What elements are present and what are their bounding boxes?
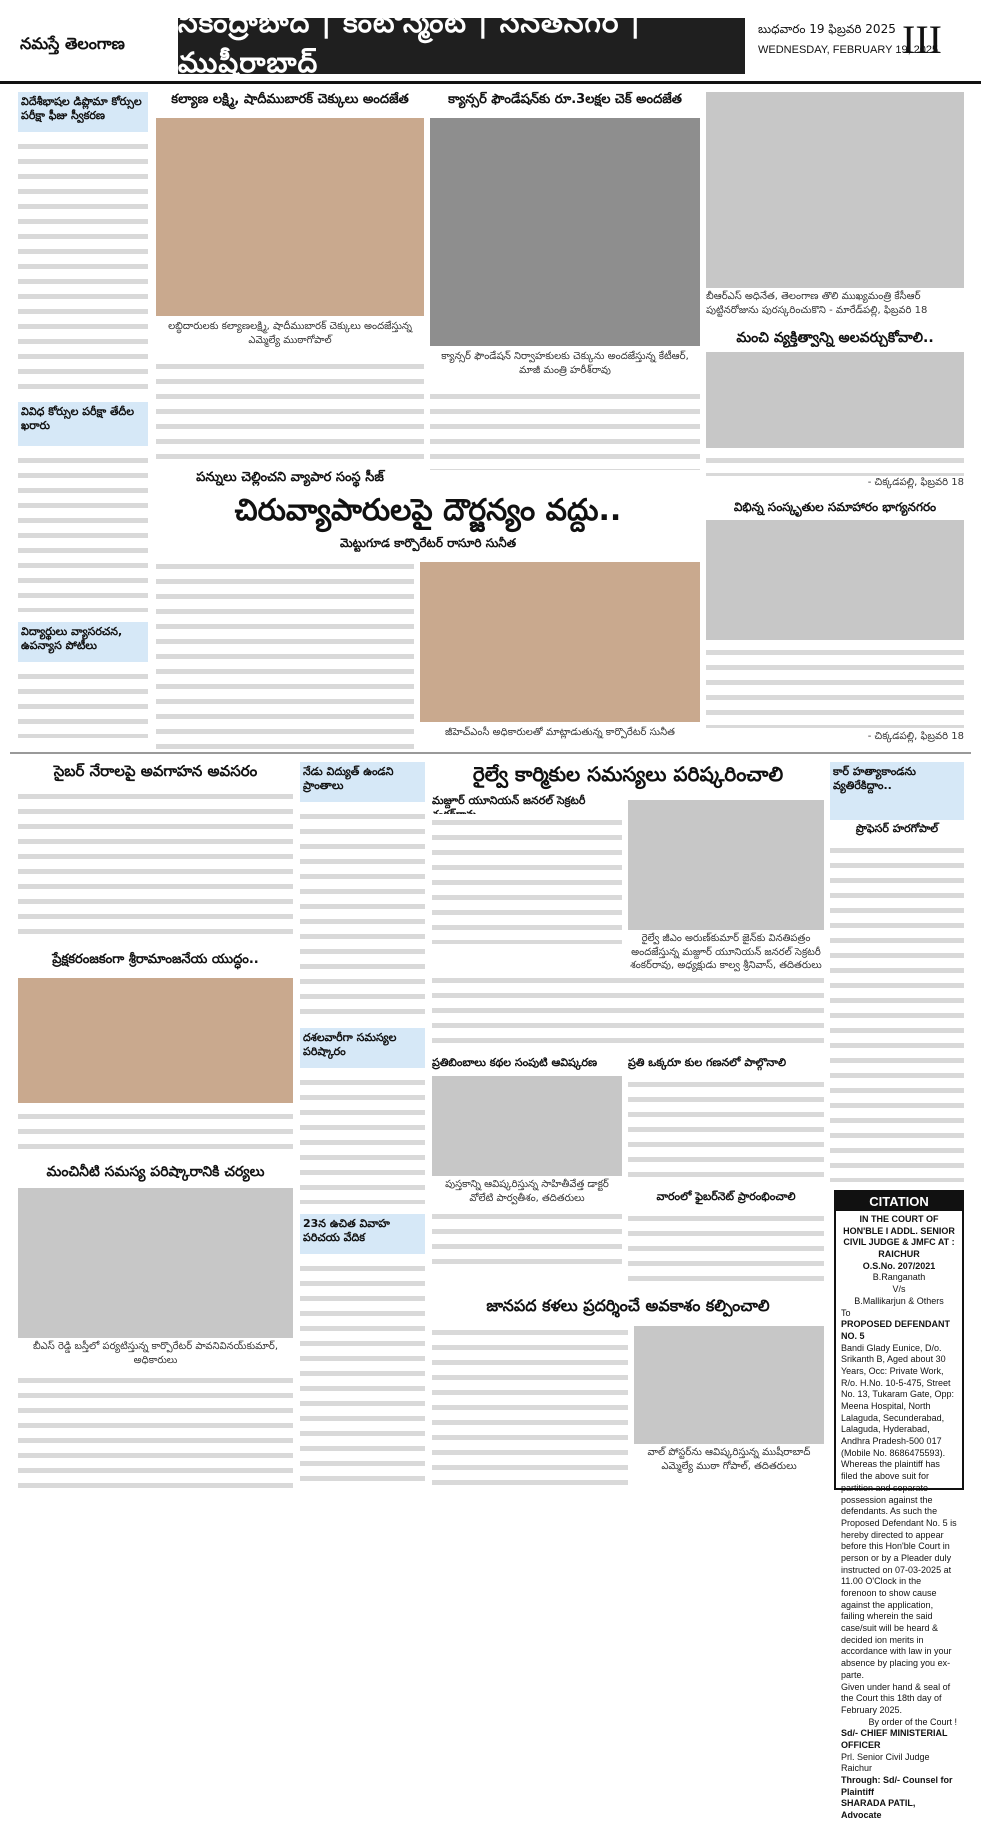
article-kar-massacre: [830, 762, 964, 1182]
article-body: [432, 972, 824, 1050]
article-railway-workers: [432, 762, 824, 1052]
article-matrimony: [300, 1214, 425, 1490]
article-drinking-water: [18, 1164, 293, 1490]
article-title: కల్యాణ లక్ష్మి, షాదీముబారక్ చెక్కులు అందజేత: [171, 92, 409, 107]
newspaper-brand: నమస్తే తెలంగాణ: [20, 34, 125, 53]
citation-through: Through: Sd/- Counsel for Plaintiff: [841, 1775, 953, 1797]
article-title: ప్రేక్షకరంజకంగా శ్రీరామాంజనేయ యుద్ధం..: [52, 952, 259, 967]
left-column: [18, 92, 148, 740]
article-title: వివిధ కోర్సుల పరీక్షా తేదీల ఖరారు: [18, 402, 148, 446]
article-caste-census: [628, 1056, 824, 1186]
article-pratibimbalu: [432, 1056, 622, 1276]
article-folk-arts: [432, 1296, 824, 1490]
article-subtitle: మజ్దూర్ యూనియన్ జనరల్ సెక్రటరీ: [432, 794, 586, 807]
article-kcr-birthday: [706, 92, 964, 324]
page-number: III: [902, 17, 942, 62]
article-photo: [420, 562, 700, 722]
article-sriramanjaneya: [18, 952, 293, 1157]
article-cancer-foundation: [430, 92, 700, 472]
article-title: దశలవారీగా సమస్యల పరిష్కారం: [300, 1028, 425, 1068]
article-title: 23న ఉచిత వివాహ పరిచయ వేదిక: [300, 1214, 425, 1254]
citation-defendants: B.Mallikarjun & Others: [854, 1295, 944, 1306]
article-body: [300, 808, 425, 1018]
article-photo: [706, 92, 964, 288]
article-title: సైబర్ నేరాలపై అవగాహన అవసరం: [53, 762, 258, 780]
citation-body: [836, 1211, 962, 1825]
article-body: [432, 814, 622, 944]
article-body: [430, 388, 700, 470]
citation-court: IN THE COURT OF HON'BLE I ADDL. SENIOR CIVIL JUDGE & JMFC AT : RAICHUR: [843, 1214, 955, 1260]
article-subtitle: ప్రొఫెసర్ హరగోపాల్: [855, 822, 939, 835]
article-body: [706, 644, 964, 728]
article-power-cuts: [300, 762, 425, 1022]
article-kalyana-lakshmi: [156, 92, 424, 464]
masthead: [0, 0, 981, 84]
article-body: [628, 1076, 824, 1184]
photo-caption: రైల్వే జీఎం అరుణ్‌కుమార్ జైన్‌కు వినతిపత్రం అందజేస్తున్న మజ్దూర్ యూనియన్ జనరల్ సెక్రటరీ శంకర్‌రావు, అధ్యక్షుడు కాల్వ శ్రీనివాస్, తదితరులు: [630, 933, 822, 971]
article-title: క్యాన్సర్ ఫౌండేషన్‌కు రూ.3లక్షల చెక్ అందజేత: [448, 92, 682, 107]
citation-vs: V/s: [892, 1284, 906, 1295]
article-photo: [18, 1188, 293, 1338]
article-title: ప్రతి ఒక్కరూ కుల గణనలో పాల్గొనాలి: [628, 1056, 787, 1069]
photo-caption: పుస్తకాన్ని ఆవిష్కరిస్తున్న సాహితీవేత్త డాక్టర్ వోలేటి పార్వతీశం, తదితరులు: [445, 1179, 609, 1204]
article-title: రైల్వే కార్మికుల సమస్యలు పరిష్కరించాలి: [472, 762, 784, 786]
article-title: మంచినీటి సమస్య పరిష్కారానికి చర్యలు: [46, 1164, 265, 1180]
article-body: [830, 842, 964, 1182]
article-good-personality: [706, 330, 964, 492]
citation-officer-court: Prl. Senior Civil Judge Raichur: [841, 1751, 930, 1774]
article-title: మంచి వ్యక్తిత్వాన్ని అలవర్చుకోవాలి..: [736, 330, 934, 346]
citation-notice: Whereas the plaintiff has filed the above suit for partition and separate possession against the defendants. As such the Proposed Defendant No. 5 is hereby directed to appear before this Hon'ble Court in person or by a Pleader duly instructed on 07-03-2025 at 11.00 O'Clock in the forenoon to show cause against the application, failing wherein the said case/suit will be heard & decided ion merits in accordance with law in your absence by placing you ex-parte.: [841, 1459, 957, 1680]
article-tax-seize: [156, 470, 424, 488]
article-photo: [706, 520, 964, 640]
article-body: [18, 788, 293, 944]
article-photo: [18, 978, 293, 1103]
photo-caption: క్యాన్సర్ ఫౌండేషన్ నిర్వాహకులకు చెక్కును అందజేస్తున్న కేటీఆర్, మాజీ మంత్రి హరీశ్‌రావు: [441, 351, 689, 376]
article-signoff: - చిక్కడపల్లి, ఫిబ్రవరి 18: [867, 477, 964, 488]
article-body: [156, 358, 424, 462]
article-photo: [706, 352, 964, 448]
article-body: [156, 558, 414, 750]
article-title: చిరువ్యాపారులపై దౌర్జన్యం వద్దు..: [234, 493, 622, 528]
citation-defendant-details: Bandi Glady Eunice, D/o. Srikanth B, Aged about 30 Years, Occ: Private Work, R/o. H.No. 10-5-475, Street No. 13, Tukaram Gate, Opp: Meena Hospital, North Lalaguda, Secunderabad, Lalaguda, Hyderabad, Andhra Pradesh-500 017 (Mobile No. 8686475593).: [841, 1342, 955, 1458]
article-body: [628, 1210, 824, 1288]
article-photo: [432, 1076, 622, 1176]
date-telugu: బుధవారం 19 ఫిబ్రవరి 2025: [758, 22, 896, 36]
section-divider: [10, 752, 971, 754]
article-title: వారంలో ఫైబర్‌నెట్ ప్రారంభించాలి: [656, 1190, 796, 1203]
article-title: కార్ హత్యాకాండను వ్యతిరేకిద్దాం..: [830, 762, 964, 820]
article-phased-solutions: [300, 1028, 425, 1208]
edition-banner: సికింద్రాబాద్ | కంటోన్మెంట్ | సనత్‌నగర్ | ముషీరాబాద్: [178, 18, 745, 74]
article-body: [706, 452, 964, 476]
article-signoff: - చిక్కడపల్లి, ఫిబ్రవరి 18: [867, 731, 964, 742]
article-cyber-crime: [18, 762, 293, 947]
article-body: [18, 1372, 293, 1488]
article-body: [18, 668, 148, 738]
article-body: [432, 1324, 628, 1488]
photo-caption: లబ్ధిదారులకు కల్యాణలక్ష్మి, షాదీముబారక్ చెక్కులు అందజేస్తున్న ఎమ్మెల్యే ముఠాగోపాల్: [168, 321, 412, 346]
article-body: [300, 1260, 425, 1488]
article-body: [18, 452, 148, 612]
article-title: జానపద కళలు ప్రదర్శించే అవకాశం కల్పించాలి: [486, 1296, 770, 1315]
citation-plaintiff: B.Ranganath: [872, 1272, 926, 1283]
article-photo: [634, 1326, 824, 1444]
citation-officer: Sd/- CHIEF MINISTERIAL OFFICER: [841, 1728, 948, 1750]
citation-given: Given under hand & seal of the Court this 18th day of February 2025.: [841, 1681, 951, 1715]
photo-caption: బీఆర్‌ఎస్ అధినేత, తెలంగాణ తొలి ముఖ్యమంత్రి కేసీఆర్ పుట్టినరోజును పురస్కరించుకొని - మారేడ్‌పల్లి, ఫిబ్రవరి 18: [706, 291, 928, 316]
article-title: విద్యార్థులు వ్యాసరచన, ఉపన్యాస పోటీలు: [18, 622, 148, 662]
article-photo: [628, 800, 824, 930]
citation-defendant-label: PROPOSED DEFENDANT NO. 5: [841, 1319, 951, 1341]
article-body: [18, 1108, 293, 1156]
article-title: విభిన్న సంస్కృతుల సమాహారం భాగ్యనగరం: [733, 500, 937, 514]
article-street-vendors: [156, 492, 700, 752]
article-diverse-cultures: [706, 500, 964, 748]
citation-to: To: [841, 1307, 851, 1318]
photo-caption: బీఎస్ రెడ్డి బస్తీలో పర్యటిస్తున్న కార్పొరేటర్ పావనివినయ్‌కుమార్, అధికారులు: [32, 1341, 279, 1366]
article-title: పన్నులు చెల్లించని వ్యాపార సంస్థ సీజ్: [196, 470, 384, 485]
article-title: ప్రతిబింబాలు కథల సంపుటి ఆవిష్కరణ: [432, 1056, 598, 1069]
article-fibernet: [628, 1190, 824, 1290]
article-body: [18, 138, 148, 393]
citation-header: CITATION: [836, 1192, 962, 1211]
photo-caption: వాల్ పోస్టర్‌ను ఆవిష్కరిస్తున్న ముషీరాబాద్ ఎమ్మెల్యే ముఠా గోపాల్, తదితరులు: [647, 1447, 811, 1472]
article-title: విదేశీభాషల డిప్లొమా కోర్సుల పరీక్షా ఫీజు స్వీకరణ: [18, 92, 148, 132]
article-photo: [156, 118, 424, 316]
photo-caption: జీహెచ్‌ఎంసీ అధికారులతో మాట్లాడుతున్న కార్పొరేటర్ సునీత: [445, 727, 675, 738]
date-english: WEDNESDAY, FEBRUARY 19, 2025: [758, 44, 939, 56]
citation-case: O.S.No. 207/2021: [862, 1260, 936, 1271]
article-title: నేడు విద్యుత్ ఉండని ప్రాంతాలు: [300, 762, 425, 802]
article-photo: [430, 118, 700, 346]
citation-advertisement: [834, 1190, 964, 1821]
citation-advocate: SHARADA PATIL, Advocate: [841, 1798, 916, 1821]
article-body: [432, 1208, 622, 1274]
article-body: [300, 1074, 425, 1204]
citation-order: By order of the Court !: [868, 1716, 957, 1727]
article-subtitle: మెట్టుగూడ కార్పొరేటర్ రాసూరి సునీత: [339, 536, 517, 550]
